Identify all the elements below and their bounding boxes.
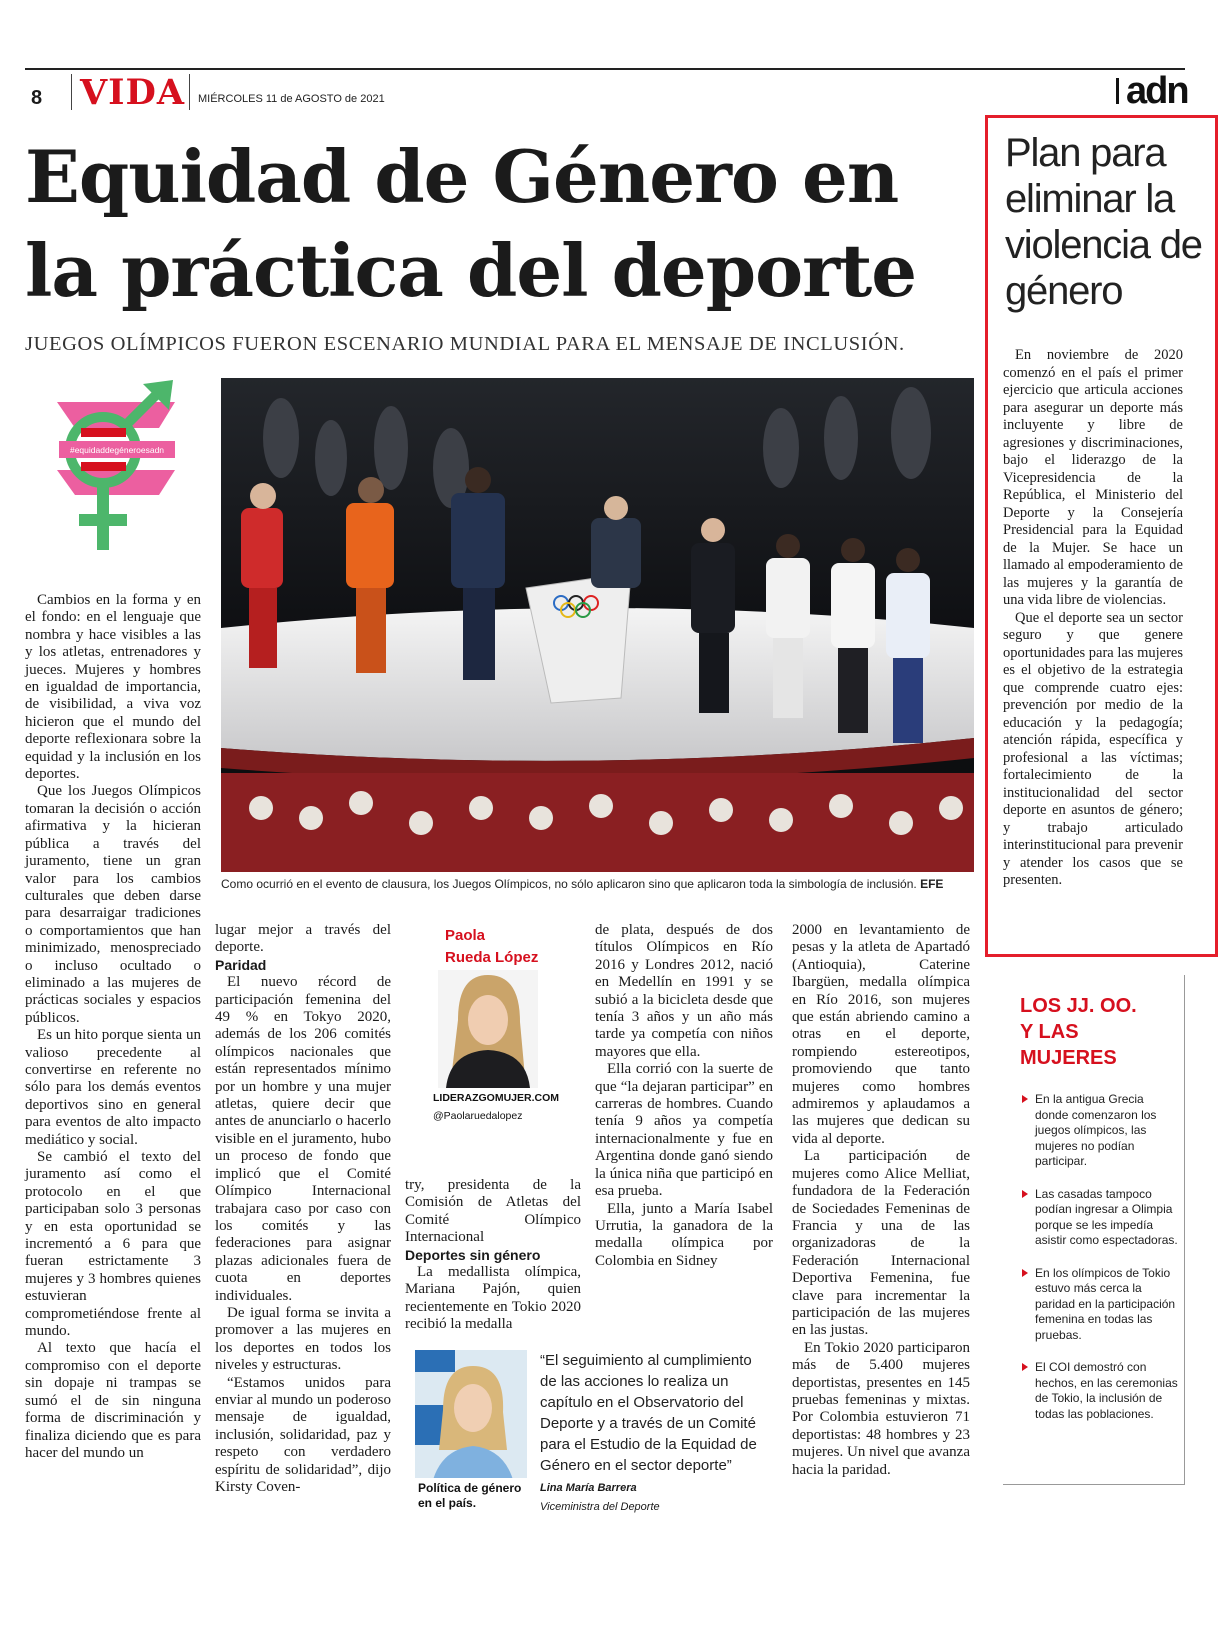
brand-bar bbox=[1116, 78, 1119, 104]
author-name bbox=[445, 925, 538, 969]
paragraph: 2000 en levantamiento de pesas y la atleta de Apartadó (Antioquia), Caterine Ibargüen, medalla olímpica en Río 2016, son mujeres que están abriendo camino a otras en el deporte, rompiendo estereotipos, promoviendo que tanto mujeres como hombres admiremos y aplaudamos a las mujeres que dedican su vida al deporte. bbox=[792, 922, 970, 1147]
header-divider bbox=[71, 74, 72, 110]
header-rule bbox=[25, 68, 1185, 70]
crowd bbox=[221, 773, 974, 872]
headline-line: Equidad de Género en bbox=[25, 134, 899, 219]
gender-equality-icon bbox=[45, 380, 185, 555]
paragraph: La participación de mujeres como Alice Melliat, fundadora de la Federación de Sociedades Femeninas de Francia y una de las organizadoras de la Federación Internacional Deportiva Femenina, fue clave para incrementar la participación de las mujeres en las justas. bbox=[792, 1148, 970, 1339]
facts-title-line: LOS JJ. OO. bbox=[1020, 995, 1137, 1017]
author-handle: @Paolaruedalopez bbox=[433, 1110, 523, 1122]
paragraph: La medallista olímpica, Mariana Pajón, quien recientemente en Tokio 2020 recibió la medalla bbox=[405, 1264, 581, 1333]
paragraph: En Tokio 2020 participaron más de 5.400 mujeres deportistas, presentes en 145 pruebas femeninas y mixtas. Por Colombia estuvieron 71 deportistas: 48 hombres y 23 mujeres. Un nivel que avanza hacia la paridad. bbox=[792, 1339, 970, 1478]
section-heading: Paridad bbox=[215, 956, 267, 973]
paragraph: Cambios en la forma y en el fondo: en el lenguaje que nombra y hace visibles a las y los atletas, entrenadores y jueces. Mujeres y hombres en igualdad de importancia, de visibilidad, a viva voz hicieron que el mundo del deporte reflexionara sobre la equidad y la inclusión en los deportes. bbox=[25, 592, 201, 783]
paragraph: de plata, después de dos títulos Olímpicos en Río 2016 y Londres 2012, nació en Medellín en 1991 y se subió a la bicicleta desde que tenía 3 años y un año más tarde ya competía con niños mayores que ella. bbox=[595, 922, 773, 1060]
logo-equal-bar bbox=[81, 428, 126, 437]
article-column-5 bbox=[792, 922, 970, 1479]
ceremony-illustration bbox=[221, 378, 974, 872]
facts-item: El COI demostró con hechos, en las ceremonias de Tokio, la inclusión de todas las poblaciones. bbox=[1020, 1360, 1180, 1422]
article-column-4 bbox=[595, 922, 773, 1270]
photo-caption bbox=[221, 877, 981, 891]
brand-logo: adn bbox=[1126, 70, 1188, 112]
paragraph: En noviembre de 2020 comenzó en el país el primer ejercicio que articula acciones para asegurar un deporte más incluyente y libre de agresiones y discriminaciones, bajo el liderazgo de la Vicepresidencia de la República, el Ministerio del Deporte y la Consejería Presidencial para la Equidad de la Mujer. Se hace un llamado al empoderamiento de las mujeres y la garantía de una vida libre de violencias. bbox=[1003, 347, 1183, 608]
quote-label: Política de género en el país. bbox=[415, 1478, 527, 1514]
author-photo bbox=[438, 970, 538, 1088]
paragraph: try, presidenta de la Comisión de Atletas del Comité Olímpico Internacional bbox=[405, 1177, 581, 1246]
paragraph: Que los Juegos Olímpicos tomaran la decisión o acción afirmativa y la hicieran pública a través del juramento, tiene un gran valor para los cambios culturales que deben darse para desarraigar tradiciones o comportamientos que han minimizado, menospreciado o incluso ocultado o eliminado a las mujeres de prácticas sociales y espacios públicos. bbox=[25, 783, 201, 1026]
paragraph: Es un hito porque sienta un valioso precedente al convertirse en referente no sólo para los demás eventos deportivos sino en general para eventos de alto impacto mediático y social. bbox=[25, 1027, 201, 1148]
facts-item: En los olímpicos de Tokio estuvo más cerca la paridad en la participación femenina en todas las pruebas. bbox=[1020, 1266, 1180, 1344]
author-first-name: Paola bbox=[445, 927, 486, 944]
author-website: LIDERAZGOMUJER.COM bbox=[433, 1092, 559, 1104]
paragraph: Al texto que hacía el compromiso con el deporte sin dopaje ni trampas se sumó el de sin ninguna forma de discriminación y finaliza diciendo que es para hacer del mundo un bbox=[25, 1340, 201, 1461]
paragraph: Ella, junto a María Isabel Urrutia, la ganadora de la medalla olímpica por Colombia en Sidney bbox=[595, 1200, 773, 1269]
paragraph: Ella corrió con la suerte de que “la dejaran participar” en carreras de hombres. Cuando tenía 9 años ya competía internacionalmente y fue en Argentina donde ganó siendo la única niña que participó en esa prueba. bbox=[595, 1061, 773, 1200]
paragraph: El nuevo récord de participación femenina del 49 % en Tokyo 2020, además de los 206 comités olímpicos nacionales que están representados mínimo por un hombre y una mujer atletas, quiere decir que antes de anunciarlo o hacerlo visible en el juramento, hubo un proceso de fondo que implicó que el Comité Olímpico Internacional trabajara caso por caso con los comités y las federaciones para asignar plazas adicionales fuera de cuota en deportes individuales. bbox=[215, 974, 391, 1304]
paragraph: “Estamos unidos para enviar al mundo un poderoso mensaje de igualdad, inclusión, solidaridad, paz y respeto con verdadero espíritu de solidaridad”, dijo Kirsty Coven- bbox=[215, 1374, 391, 1495]
logo-equal-bar bbox=[81, 462, 126, 471]
logo-hashtag: #equidaddegéneroesadn bbox=[69, 445, 165, 455]
facts-title-line: Y LAS bbox=[1020, 1021, 1079, 1043]
article-column-2 bbox=[215, 922, 391, 1496]
facts-title bbox=[1020, 993, 1137, 1071]
caption-text: Como ocurrió en el evento de clausura, los Juegos Olímpicos, no sólo aplicaron sino que aplicaron toda la simbología de inclusión. bbox=[221, 877, 917, 891]
headline-line: la práctica del deporte bbox=[25, 228, 917, 313]
ceremony-photo bbox=[221, 378, 974, 872]
quote-author-role: Viceministra del Deporte bbox=[540, 1501, 660, 1513]
sidebar-title: Plan para eliminar la violencia de género bbox=[1005, 131, 1202, 313]
section-name: VIDA bbox=[80, 72, 186, 113]
sidebar-text bbox=[1003, 347, 1183, 890]
quote-author: Lina María Barrera bbox=[540, 1482, 637, 1494]
paragraph: lugar mejor a través del deporte. bbox=[215, 922, 391, 956]
paragraph: De igual forma se invita a promover a las mujeres en los deportes en todos los niveles y estructuras. bbox=[215, 1304, 391, 1374]
paragraph: Que el deporte sea un sector seguro y que genere oportunidades para las mujeres es el objetivo de la estrategia que comprende cuatro ejes: prevención por medio de la educación y la pedagogía; atención rápida, específica y profesional a las víctimas; fortalecimiento de la institucionalidad del sector deporte en asuntos de género; y trabajo articulado interinstitucional para prevenir y atender los casos que se presenten. bbox=[1003, 609, 1183, 888]
article-column-1 bbox=[25, 592, 201, 1462]
section-heading: Deportes sin género bbox=[405, 1246, 541, 1263]
header-divider bbox=[189, 74, 190, 110]
dateline: MIÉRCOLES 11 de AGOSTO de 2021 bbox=[198, 93, 385, 105]
article-column-3 bbox=[405, 1177, 581, 1334]
author-last-name: Rueda López bbox=[445, 949, 539, 966]
photo-credit: EFE bbox=[920, 877, 944, 891]
headline bbox=[25, 130, 955, 318]
quote-text: “El seguimiento al cumplimiento de las acciones lo realiza un capítulo en el Observatorio del Deporte y a través de un Comité para el Estudio de la Equidad de Género en el sector deporte” bbox=[540, 1352, 757, 1474]
facts-list bbox=[1020, 1092, 1180, 1439]
facts-item: Las casadas tampoco podían ingresar a Olimpia porque se les impedía asistir como espectadoras. bbox=[1020, 1187, 1180, 1249]
facts-title-line: MUJERES bbox=[1020, 1047, 1117, 1069]
subheadline: JUEGOS OLÍMPICOS FUERON ESCENARIO MUNDIAL PARA EL MENSAJE DE INCLUSIÓN. bbox=[25, 333, 905, 355]
facts-item: En la antigua Grecia donde comenzaron los juegos olímpicos, las mujeres no podían participar. bbox=[1020, 1092, 1180, 1170]
page-number: 8 bbox=[31, 87, 43, 109]
paragraph: Se cambió el texto del juramento así como el protocolo en el que participaban solo 3 personas y en esta oportunidad se incrementó a 6 para que fueran estrictamente 3 mujeres y 3 hombres quienes estuvieran comprometiéndose frente al mundo. bbox=[25, 1149, 201, 1340]
